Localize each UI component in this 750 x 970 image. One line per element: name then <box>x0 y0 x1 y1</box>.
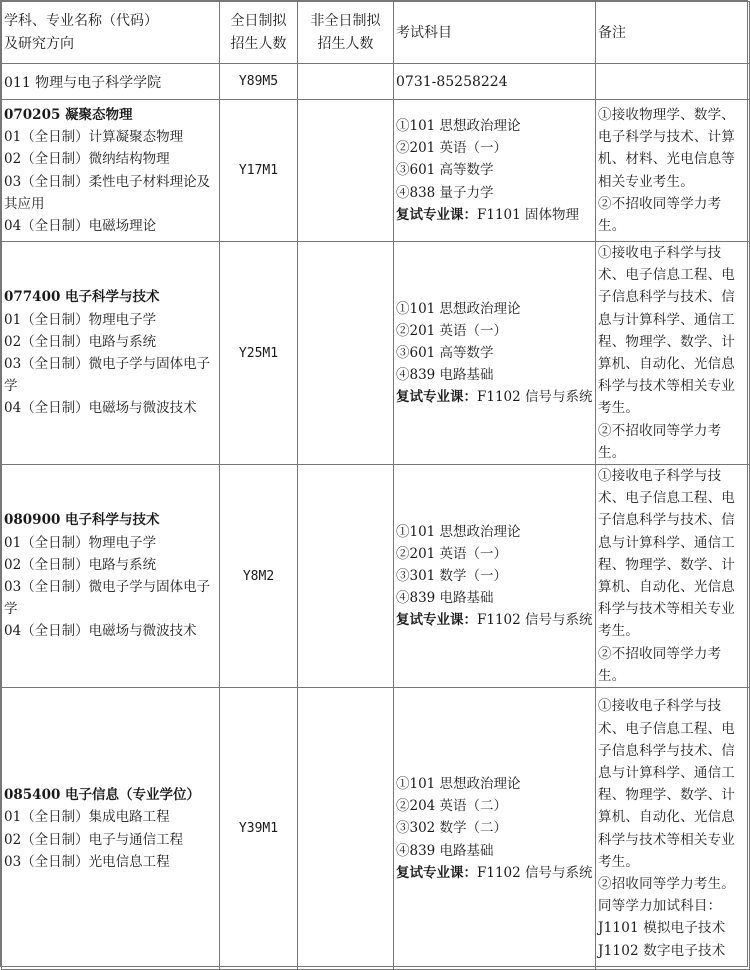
remarks <box>596 688 750 970</box>
direction-item: 03（全日制）柔性电子材料理论及其应用 <box>4 173 211 212</box>
header-row <box>2 2 750 64</box>
header-major: 学科、专业名称（代码） 及研究方向 <box>2 2 220 64</box>
direction-item: 04（全日制）电磁场理论 <box>4 217 157 234</box>
program-title: 070205 凝聚态物理 <box>4 106 133 123</box>
direction-item: 03（全日制）微电子学与固体电子学 <box>4 579 211 618</box>
subject-item: ①101 思想政治理论 <box>396 523 521 540</box>
direction-item: 04（全日制）电磁场与微波技术 <box>4 623 197 640</box>
program-directions <box>2 100 220 242</box>
subject-item: ①101 思想政治理论 <box>396 117 521 134</box>
header-remarks: 备注 <box>596 2 750 64</box>
subject-item: ③601 高等数学 <box>396 344 494 361</box>
direction-item: 02（全日制）电路与系统 <box>4 333 157 350</box>
subject-item: ①101 思想政治理论 <box>396 776 521 793</box>
subject-item: ④839 电路基础 <box>396 590 494 607</box>
fulltime-quota: Y8M2 <box>220 465 298 688</box>
subject-item: ②201 英语（一） <box>396 545 508 562</box>
direction-item: 02（全日制）电路与系统 <box>4 556 157 573</box>
remark-item: ②不招收同等学力考生。 <box>598 645 722 684</box>
direction-item: 03（全日制）微电子学与固体电子学 <box>4 356 211 395</box>
program-row <box>2 100 750 242</box>
remark-item: ②不招收同等学力考生。 <box>598 195 722 234</box>
subject-item: ③302 数学（二） <box>396 820 508 837</box>
retest-subject: 复试专业课：F1101 固体物理 <box>396 206 580 223</box>
admissions-table <box>1 1 750 970</box>
direction-item: 01（全日制）物理电子学 <box>4 311 157 328</box>
fulltime-quota: Y39M1 <box>220 688 298 970</box>
subject-item: ②201 英语（一） <box>396 140 508 157</box>
parttime-quota <box>298 465 394 688</box>
program-title: 077400 电子科学与技术 <box>4 289 160 306</box>
exam-subjects <box>394 100 596 242</box>
subject-item: ③601 高等数学 <box>396 162 494 179</box>
program-title: 085400 电子信息（专业学位） <box>4 787 201 804</box>
exam-subjects <box>394 242 596 465</box>
parttime-quota <box>298 100 394 242</box>
header-fulltime-quota: 全日制拟 招生人数 <box>220 2 298 64</box>
direction-item: 01（全日制）计算凝聚态物理 <box>4 129 184 146</box>
direction-item: 01（全日制）物理电子学 <box>4 534 157 551</box>
program-row <box>2 242 750 465</box>
remark-item: ①接收电子科学与技术、电子信息工程、电子信息科学与技术、信息与计算科学、通信工程、物理学、数学、计算机、自动化、光信息科学与技术等相关专业考生。 <box>598 468 735 640</box>
retest-subject: 复试专业课：F1102 信号与系统 <box>396 389 593 406</box>
subject-item: ①101 思想政治理论 <box>396 300 521 317</box>
program-title: 080900 电子科学与技术 <box>4 512 160 529</box>
parttime-quota <box>298 242 394 465</box>
remark-item: 同等学力加试科目： <box>598 898 722 915</box>
program-row <box>2 688 750 970</box>
retest-subject: 复试专业课：F1102 信号与系统 <box>396 612 593 629</box>
college-parttime <box>298 64 394 100</box>
direction-item: 02（全日制）微纳结构物理 <box>4 151 170 168</box>
college-phone: 0731-85258224 <box>394 64 596 100</box>
program-directions <box>2 465 220 688</box>
remark-item: J1102 数字电子技术 <box>598 942 726 959</box>
direction-item: 03（全日制）光电信息工程 <box>4 853 170 870</box>
header-parttime-quota: 非全日制拟 招生人数 <box>298 2 394 64</box>
remark-item: J1101 模拟电子技术 <box>598 920 726 937</box>
subject-item: ②201 英语（一） <box>396 322 508 339</box>
subject-item: ③301 数学（一） <box>396 567 508 584</box>
fulltime-quota: Y17M1 <box>220 100 298 242</box>
retest-subject: 复试专业课：F1102 信号与系统 <box>396 864 593 881</box>
remarks <box>596 242 750 465</box>
remarks <box>596 100 750 242</box>
remarks <box>596 465 750 688</box>
remark-item: ①接收电子科学与技术、电子信息工程、电子信息科学与技术、信息与计算科学、通信工程、物理学、数学、计算机、自动化、光信息科学与技术等相关专业考生。 <box>598 698 735 870</box>
subject-item: ④839 电路基础 <box>396 842 494 859</box>
exam-subjects <box>394 688 596 970</box>
fulltime-quota: Y25M1 <box>220 242 298 465</box>
subject-item: ④838 量子力学 <box>396 184 494 201</box>
program-directions <box>2 688 220 970</box>
program-row <box>2 465 750 688</box>
program-directions <box>2 242 220 465</box>
remark-item: ①接收物理学、数学、电子科学与技术、计算机、材料、光电信息等相关专业考生。 <box>598 106 735 190</box>
college-remark <box>596 64 750 100</box>
remark-item: ②招收同等学力考生。 <box>598 875 735 892</box>
subject-item: ②204 英语（二） <box>396 798 508 815</box>
subject-item: ④839 电路基础 <box>396 367 494 384</box>
direction-item: 02（全日制）电子与通信工程 <box>4 831 184 848</box>
direction-item: 01（全日制）集成电路工程 <box>4 809 170 826</box>
college-row <box>2 64 750 100</box>
direction-item: 04（全日制）电磁场与微波技术 <box>4 400 197 417</box>
college-quota: Y89M5 <box>220 64 298 100</box>
header-exam-subjects: 考试科目 <box>394 2 596 64</box>
remark-item: ①接收电子科学与技术、电子信息工程、电子信息科学与技术、信息与计算科学、通信工程、物理学、数学、计算机、自动化、光信息科学与技术等相关专业考生。 <box>598 245 735 417</box>
remark-item: ②不招收同等学力考生。 <box>598 422 722 461</box>
college-name: 011 物理与电子科学学院 <box>2 64 220 100</box>
parttime-quota <box>298 688 394 970</box>
exam-subjects <box>394 465 596 688</box>
